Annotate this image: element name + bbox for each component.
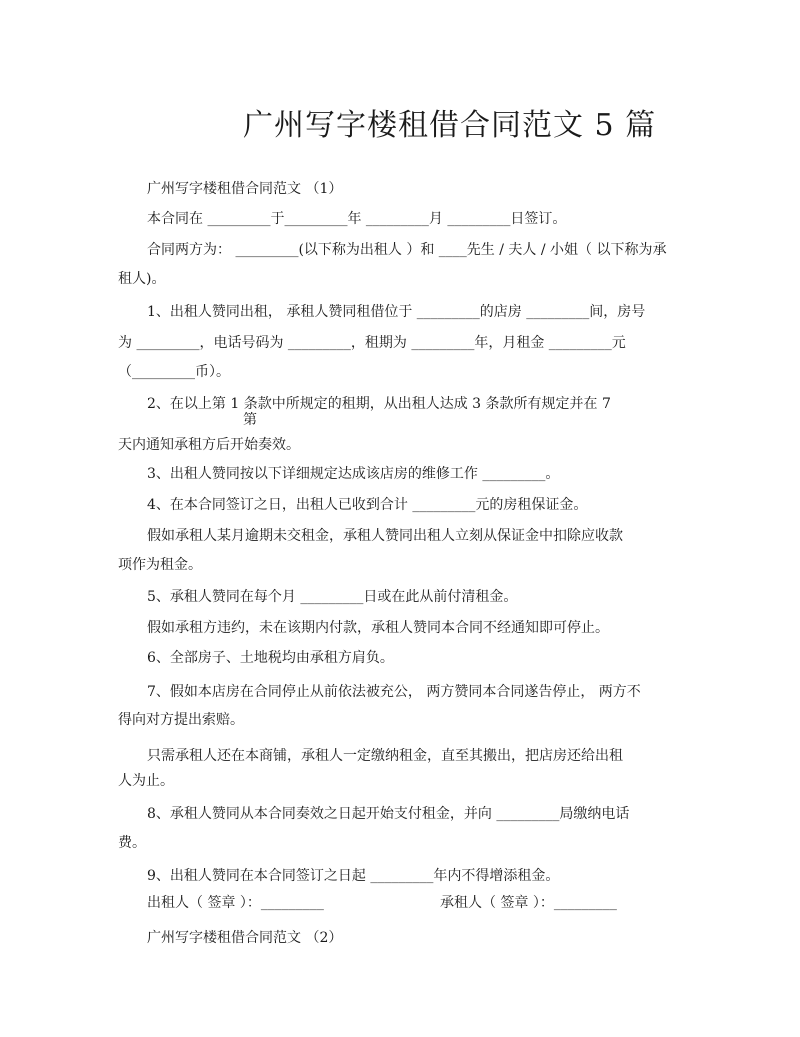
clause-8-cont: 费。 bbox=[118, 835, 146, 851]
paragraph-parties-cont: 租人)。 bbox=[118, 271, 166, 287]
clause-7-cont: 得向对方提出索赔。 bbox=[118, 712, 244, 728]
clause-5: 5、承租人赞同在每个月 _________日或在此从前付清租金。 bbox=[147, 589, 518, 605]
clause-7: 7、假如本店房在合同停止从前依法被充公， 两方赞同本合同遂告停止， 两方不 bbox=[147, 684, 641, 700]
paragraph-parties: 合同两方为： _________(以下称为出租人 ）和 ____先生 / 夫人 / 小姐（ 以下称为承 bbox=[147, 242, 667, 258]
clause-2-sub: 第 bbox=[243, 412, 257, 428]
clause-8: 8、承租人赞同从本合同奏效之日起开始支付租金，并向 _________局缴纳电话 bbox=[147, 806, 630, 822]
clause-5-note: 假如承租方违约，未在该期内付款，承租人赞同本合同不经通知即可停止。 bbox=[147, 620, 609, 636]
clause-6: 6、全部房子、土地税均由承租方肩负。 bbox=[147, 650, 394, 666]
clause-1: 1、出租人赞同出租， 承租人赞同租借位于 _________的店房 _________间，房号 bbox=[147, 304, 646, 320]
clause-2: 2、在以上第 1 条款中所规定的租期，从出租人达成 3 条款所有规定并在 7 bbox=[147, 396, 611, 412]
section-heading-1: 广州写字楼租借合同范文 （1） bbox=[147, 181, 343, 197]
lessor-signature: 出租人（ 签章 ）：_________ bbox=[147, 895, 324, 911]
clause-1-cont-2: （_________币）。 bbox=[118, 364, 230, 380]
document-title: 广州写字楼租借合同范文 5 篇 bbox=[243, 108, 657, 143]
clause-4-note-cont: 项作为租金。 bbox=[118, 557, 202, 573]
clause-9: 9、出租人赞同在本合同签订之日起 _________年内不得增添租金。 bbox=[147, 868, 560, 884]
lessee-signature: 承租人（ 签章 ）：_________ bbox=[440, 895, 617, 911]
clause-1-cont: 为 _________，电话号码为 _________，租期为 _________年，月租金 _________元 bbox=[118, 335, 626, 351]
clause-7-note-cont: 人为止。 bbox=[118, 773, 174, 789]
clause-2-cont: 天内通知承租方后开始奏效。 bbox=[118, 437, 300, 453]
clause-3: 3、出租人赞同按以下详细规定达成该店房的维修工作 _________。 bbox=[147, 466, 560, 482]
section-heading-2: 广州写字楼租借合同范文 （2） bbox=[147, 930, 343, 946]
paragraph-signing-date: 本合同在 _________于_________年 _________月 _________日签订。 bbox=[147, 211, 567, 227]
clause-7-note: 只需承租人还在本商铺，承租人一定缴纳租金，直至其搬出，把店房还给出租 bbox=[147, 748, 623, 764]
clause-4-note: 假如承租人某月逾期未交租金，承租人赞同出租人立刻从保证金中扣除应收款 bbox=[147, 528, 623, 544]
clause-4: 4、在本合同签订之日，出租人已收到合计 _________元的房租保证金。 bbox=[147, 497, 588, 513]
